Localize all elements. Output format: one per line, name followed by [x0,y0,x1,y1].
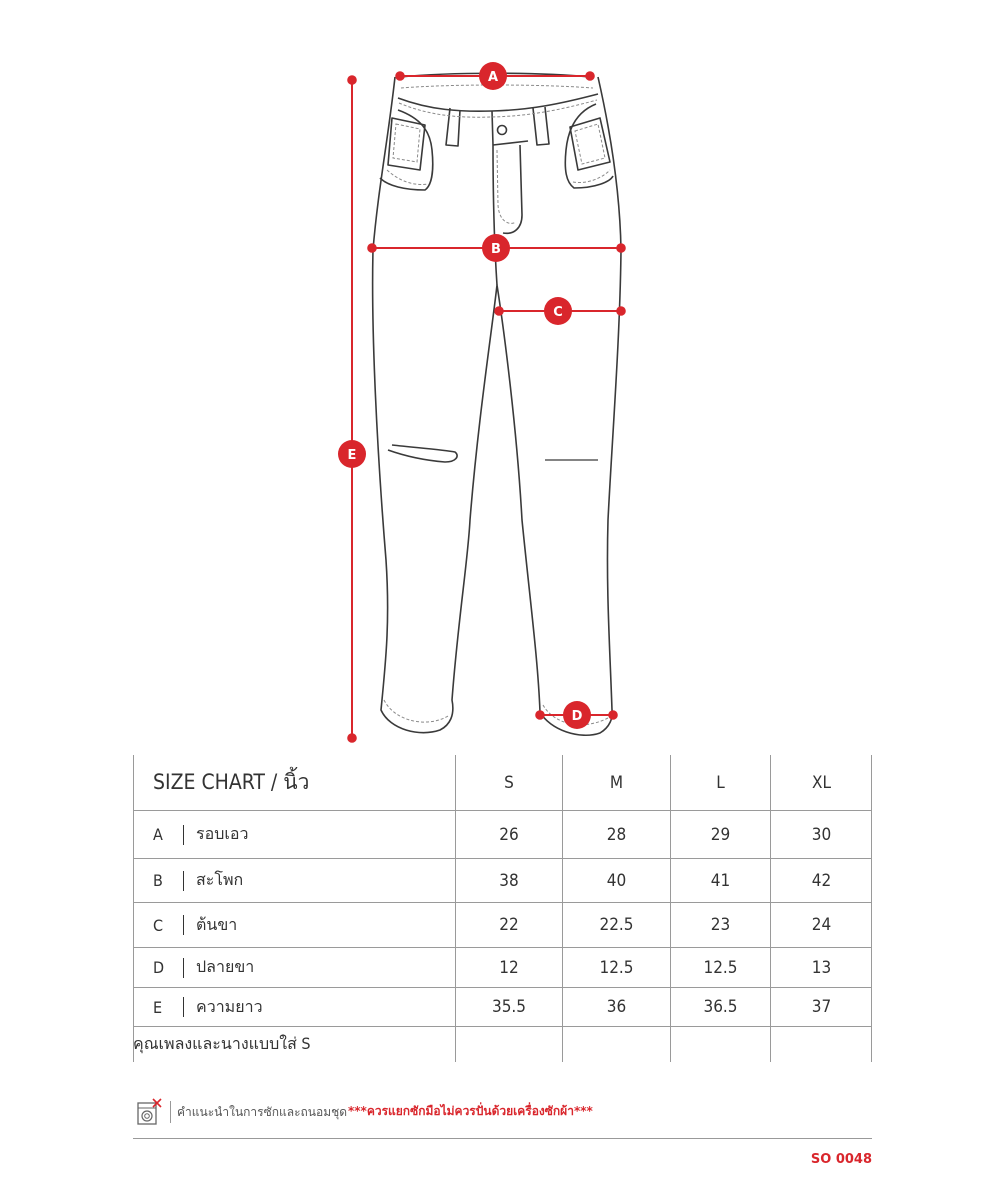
value-cell: 42 [770,859,872,902]
value-cell: 24 [770,903,872,947]
row-label: สะโพก [196,870,244,889]
marker-b-label: B [491,242,501,257]
marker-d [563,701,591,729]
row-label: ต้นขา [196,914,238,934]
marker-a-label: A [487,70,499,85]
care-warning: ***ควรแยกซักมือไม่ควรปั่นด้วยเครื่องซักผ้า*** [348,1104,593,1118]
table-header-row [133,755,872,811]
value-cell: 30 [770,811,872,858]
care-label: คำแนะนำในการซักและถนอมชุด [177,1105,348,1119]
value-cell: 38 [455,859,562,902]
value-cell: 12.5 [562,948,670,987]
table-row [133,859,872,903]
row-code: D [153,958,165,977]
value-cell: 26 [455,811,562,858]
value-cell: 13 [770,948,872,987]
row-divider [183,871,184,891]
size-header-l: L [670,755,770,810]
row-code: C [153,915,164,935]
table-row [133,988,872,1027]
row-divider [183,825,184,845]
row-label: ความยาว [196,996,263,1016]
measurement-lines [348,72,625,742]
size-chart-title: SIZE CHART / นิ้ว [153,770,310,794]
marker-e-label: E [347,448,357,463]
value-cell: 37 [770,988,872,1026]
row-divider [183,997,184,1017]
value-cell: 40 [562,859,670,902]
value-cell: 36 [562,988,670,1026]
value-cell: 36.5 [670,988,770,1026]
table-row [133,811,872,859]
table-row [133,948,872,988]
marker-d-label: D [571,709,583,724]
size-header-s: S [455,755,562,810]
product-code: SO 0048 [810,1152,872,1167]
value-cell: 41 [670,859,770,902]
value-cell: 12 [455,948,562,987]
row-divider [183,958,184,978]
pants-outline [373,73,621,735]
value-cell: 35.5 [455,988,562,1026]
value-cell: 12.5 [670,948,770,987]
value-cell: 22.5 [562,903,670,947]
row-divider [183,915,184,935]
row-code: A [153,825,163,844]
row-label: รอบเอว [196,824,249,843]
value-cell: 22 [455,903,562,947]
row-code: B [153,871,163,890]
marker-e [338,440,366,468]
stitch-lines [384,85,610,725]
value-cell: 29 [670,811,770,858]
row-code: E [153,997,163,1017]
marker-a [479,62,507,90]
marker-b [482,234,510,262]
model-note: คุณเพลงและนางแบบใส่ S [133,1034,311,1053]
care-divider [170,1101,171,1123]
marker-c-label: C [553,305,563,320]
footer-divider [133,1138,872,1139]
table-row [133,903,872,948]
washing-machine-crossed-icon [137,1098,163,1126]
value-cell: 28 [562,811,670,858]
size-header-m: M [562,755,670,810]
size-header-xl: XL [770,755,872,810]
table-note-row [133,1027,872,1062]
row-label: ปลายขา [196,957,255,976]
marker-c [544,297,572,325]
value-cell: 23 [670,903,770,947]
